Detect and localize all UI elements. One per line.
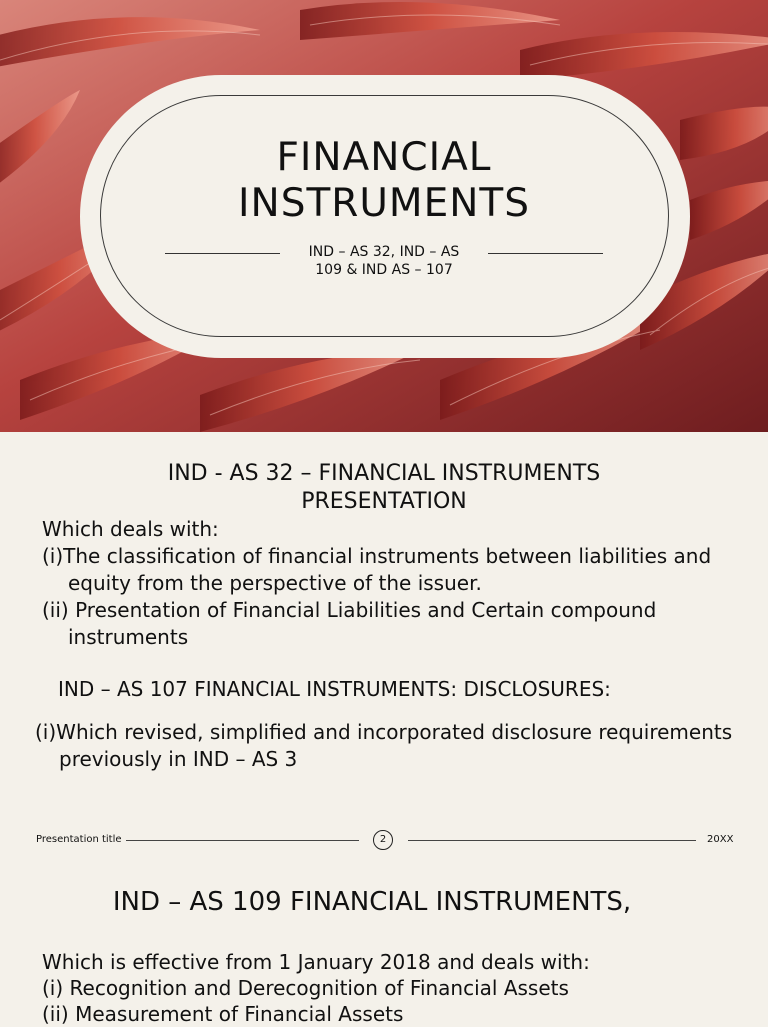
ind-as-107-heading: IND – AS 107 FINANCIAL INSTRUMENTS: DISCLOSURES: (58, 677, 611, 701)
ind-as-32-body (42, 516, 742, 651)
subtitle-line-2: 109 & IND AS – 107 (315, 262, 453, 278)
ind-as-32-heading (84, 460, 684, 516)
heading-line-2: PRESENTATION (301, 489, 467, 514)
title-line-1: FINANCIAL (276, 135, 492, 180)
title-slide (0, 0, 768, 432)
list-item: (ii) Measurement of Financial Assets (42, 1002, 404, 1026)
content-slide-2 (0, 432, 768, 864)
heading-line-1: IND - AS 32 – FINANCIAL INSTRUMENTS (167, 461, 601, 486)
ind-as-109-body (42, 949, 762, 1027)
subtitle-line-1: IND – AS 32, IND – AS (308, 244, 460, 260)
footer-rule-right (408, 840, 696, 841)
list-item: (ii) Presentation of Financial Liabilities and Certain compound instruments (42, 598, 657, 649)
footer-presentation-title: Presentation title (36, 834, 122, 845)
ind-as-107-body (35, 719, 735, 773)
slide-subtitle (285, 243, 483, 279)
list-item: (i)The classification of financial instruments between liabilities and equity from the perspective of the issuer. (42, 544, 712, 595)
slide-title (150, 135, 618, 227)
intro-text: Which is effective from 1 January 2018 and deals with: (42, 950, 590, 974)
subtitle-rule-right (488, 253, 603, 254)
list-item: (i) Recognition and Derecognition of Financial Assets (42, 976, 569, 1000)
intro-text: Which deals with: (42, 517, 219, 541)
subtitle-rule-left (165, 253, 280, 254)
page-number-badge: 2 (373, 830, 393, 850)
ind-as-109-heading: IND – AS 109 FINANCIAL INSTRUMENTS, (112, 887, 632, 917)
title-line-2: INSTRUMENTS (238, 181, 530, 226)
content-slide-3 (0, 864, 768, 1024)
footer-rule-left (126, 840, 359, 841)
slide-footer (0, 830, 768, 854)
footer-date: 20XX (707, 834, 734, 845)
list-item: (i)Which revised, simplified and incorporated disclosure requirements previously in IND – AS 3 (35, 720, 733, 771)
